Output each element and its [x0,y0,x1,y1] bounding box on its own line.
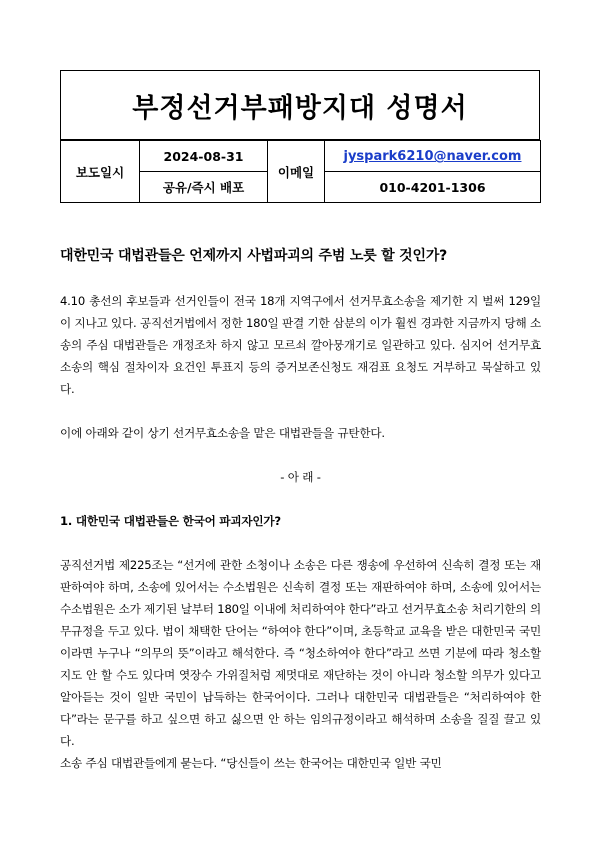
title-box [60,70,540,140]
info-table [60,140,541,203]
section-heading-1: 1. 대한민국 대법관들은 한국어 파괴자인가? [60,514,281,528]
email-link[interactable]: jyspark6210@naver.com [343,149,522,164]
release-label: 보도일시 [61,141,140,203]
release-date: 2024-08-31 [140,141,268,172]
phone-number: 010-4201-1306 [325,172,541,203]
email-cell [325,141,541,172]
distribution: 공유/즉시 배포 [140,172,268,203]
paragraph-question: 소송 주심 대법관들에게 묻는다. “당신들이 쓰는 한국어는 대한민국 일반 국민 [60,756,442,770]
headline: 대한민국 대법관들은 언제까지 사법파괴의 주범 노릇 할 것인가? [60,248,448,264]
document-title: 부정선거부패방지대 성명서 [132,92,468,124]
paragraph-denounce: 이에 아래와 같이 상기 선거무효소송을 맡은 대법관들을 규탄한다. [60,426,385,440]
section-marker: - 아 래 - [280,470,321,484]
paragraph-intro: 4.10 총선의 후보들과 선거인들이 전국 18개 지역구에서 선거무효소송을 제기한 지 벌써 129일이 지나고 있다. 공직선거법에서 정한 180일 판결 기한 삼분의 이가 훨씬 경과한 지금까지 당해 소송의 주심 대법관들은 개정조차 하지 않고 모르쇠 깔아뭉개기로 일관하고 있다. 심지어 선거무효소송의 핵심 절차이자 요건인 투표지 등의 증거보존신청도 재검표 요청도 거부하고 묵살하고 있다. [60,294,541,396]
statement-body [60,290,541,774]
paragraph-law: 공직선거법 제225조는 “선거에 관한 소청이나 소송은 다른 쟁송에 우선하여 신속히 결정 또는 재판하여야 하며, 소송에 있어서는 수소법원은 신속히 결정 또는 재판하여야 하며, 소송에 있어서는 수소법원은 소가 제기된 날부터 180일 이내에 처리하여야 한다”라고 선거무효소송 처리기한의 의무규정을 두고 있다. 법이 채택한 단어는 “하여야 한다”이며, 초등학교 교육을 받은 대한민국 국민이라면 누구나 “의무의 뜻”이라고 해석한다. 즉 “청소하여야 한다”라고 쓰면 기분에 따라 청소할지도 안 할 수도 있다며 엿장수 가위질처럼 제멋대로 재단하는 것이 아니라 청소할 의무가 있다고 알아듣는 것이 일반 국민이 납득하는 한국어이다. 그러나 대한민국 대법관들은 “처리하여야 한다”라는 문구를 하고 싶으면 하고 싫으면 안 하는 임의규정이라고 해석하며 소송을 질질 끌고 있다. [60,558,541,748]
email-label: 이메일 [268,141,325,203]
